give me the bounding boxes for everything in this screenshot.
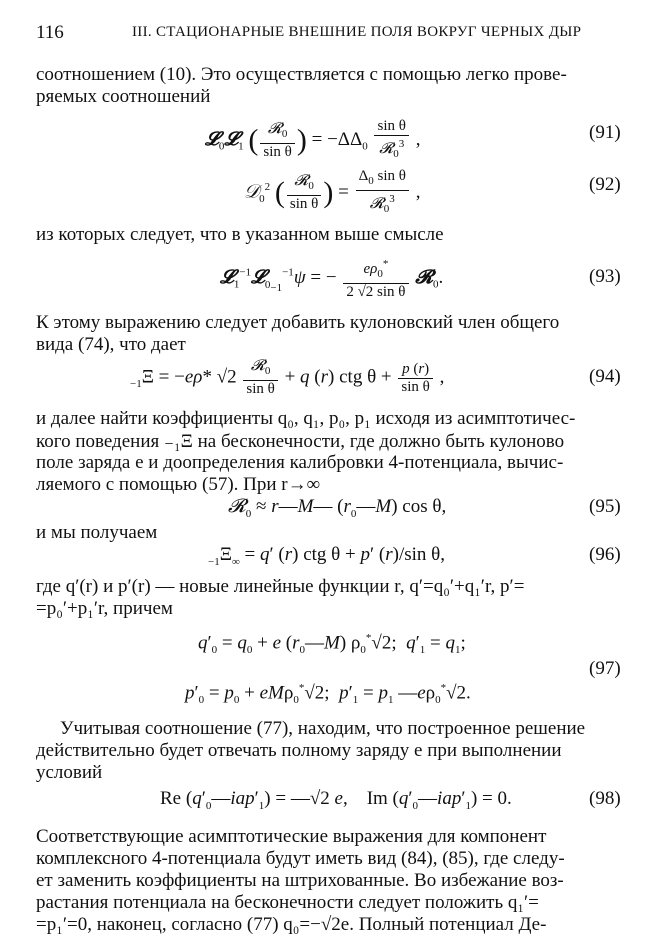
- para4-line4: ляемого с помощью (57). При r→∞: [36, 474, 321, 495]
- para4-line1: и далее найти коэффициенты q₀, q₁, p₀, p₁ исходя из асимптотичес-: [36, 408, 576, 429]
- para7-line3: условий: [36, 762, 103, 783]
- equation-number: (94): [589, 366, 621, 387]
- equation-number: (98): [589, 788, 621, 809]
- equation-94: $_{-1}$Ξ = −eρ* √2 $\frac{𝓡_0}{\text{sin θ}}$ + q (r) ctg θ + $\frac{p (r)}{\text{sin θ}}$ ,: [130, 358, 445, 397]
- para4-line3: поле заряда e и доопределения калибровки 4-потенциала, вычис-: [36, 452, 564, 473]
- equation-97-line2: $p'_0 = p_0 + eM\rho_0^*√2$; $p'_1 = p_1$ $—e\rho_0^*√2$.: [185, 682, 471, 707]
- para6-line2: =p₀′+p₁′r, причем: [36, 598, 173, 619]
- para3-line2: вида (74), что дает: [36, 334, 186, 355]
- equation-98: Re $(q'_0—iap'_1)$ = —√2 e, Im $(q'_0—iap'_1) = 0$.: [160, 788, 512, 812]
- para8-line5: =p₁′=0, наконец, согласно (77) q₀=−√2e. Полный потенциал Де-: [36, 914, 547, 935]
- equation-92: 𝒟$_0^2$ ( $\frac{𝓡_0}{\text{sin θ}}$ ) = $\frac{\Delta_0 \sin \theta}{𝓡_0^3}$ ,: [244, 168, 421, 215]
- para7-line1: Учитывая соотношение (77), находим, что построенное решение: [60, 718, 586, 739]
- equation-91: 𝓛$_0$𝓛$_1$ ( $\frac{𝓡_0}{\text{sin θ}}$ ) = $-\Delta\Delta_0$ $\frac{\text{sin θ}}{𝓡_0^3}$ ,: [205, 118, 421, 160]
- para8-line1: Соответствующие асимптотические выражения для компонент: [36, 826, 547, 847]
- para6-line1: где q′(r) и p′(r) — новые линейные функции r, q′=q₀′+q₁′r, p′=: [36, 576, 525, 597]
- equation-96: $_{-1}\Xi_\infty = q'$ (r) ctg θ + p′ (r)/sin θ,: [208, 544, 446, 568]
- para7-line2: действительно будет отвечать полному заряду e при выполнении: [36, 740, 562, 761]
- equation-number: (95): [589, 496, 621, 517]
- equation-number: (97): [589, 658, 621, 679]
- equation-97-line1: $q'_0 = q_0 + e$ $(r_0—M)$ $\rho_0^*√2$; $q'_1 = q_1$;: [198, 632, 466, 657]
- para1-line1: соотношением (10). Это осуществляется с помощью легко прове-: [36, 64, 567, 85]
- running-title: III. СТАЦИОНАРНЫЕ ВНЕШНИЕ ПОЛЯ ВОКРУГ ЧЕРНЫХ ДЫР: [132, 24, 582, 40]
- para8-line2: комплексного 4-потенциала будут иметь вид (84), (85), где следу-: [36, 848, 565, 869]
- para5-line1: и мы получаем: [36, 522, 158, 543]
- equation-number: (93): [589, 266, 621, 287]
- equation-93: 𝓛$_1^{-1}$𝓛$_{0_{-1}}^{-1}$ψ = − $\frac{e\rho_0^*}{\text{2 √2 sin θ}}$ 𝓡$_0$.: [220, 258, 444, 300]
- equation-number: (91): [589, 122, 621, 143]
- para4-line2: кого поведения ₋₁Ξ на бесконечности, где должно быть кулоново: [36, 431, 565, 452]
- para2-line1: из которых следует, что в указанном выше смысле: [36, 224, 444, 245]
- page-header: [36, 22, 626, 46]
- page-number: 116: [36, 22, 64, 43]
- para3-line1: К этому выражению следует добавить кулоновский член общего: [36, 312, 560, 333]
- para8-line3: ет заменить коэффициенты на штрихованные. Во избежание воз-: [36, 870, 564, 891]
- para8-line4: растания потенциала на бесконечности следует положить q₁′=: [36, 892, 539, 913]
- equation-number: (96): [589, 544, 621, 565]
- equation-number: (92): [589, 174, 621, 195]
- para1-line2: ряемых соотношений: [36, 86, 211, 107]
- equation-95: 𝓡$_0$ ≈ r—M— $(r_0—M)$ cos θ,: [228, 496, 447, 520]
